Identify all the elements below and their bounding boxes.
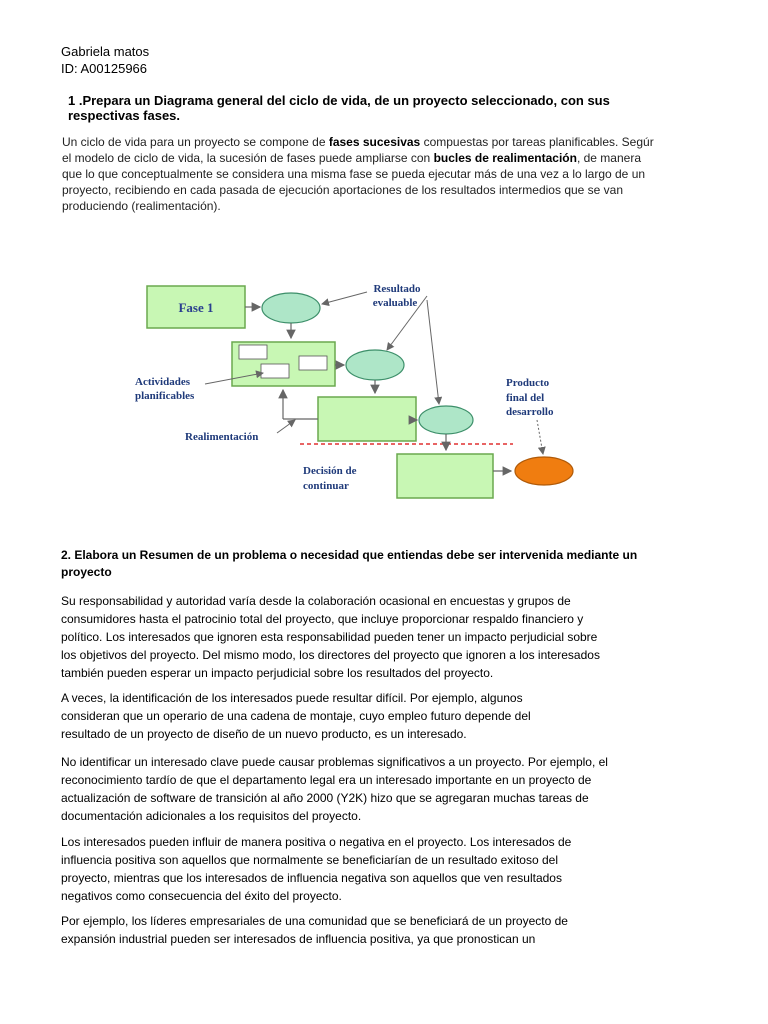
body-paragraph (61, 912, 701, 948)
decision-label: continuar (303, 480, 349, 492)
body-paragraph (61, 753, 701, 825)
decision-label: Decisión de (303, 465, 357, 477)
final-product-label: Producto (506, 377, 550, 389)
activities-label: planificables (135, 390, 195, 402)
section1-heading (68, 93, 688, 123)
intro-line (62, 134, 702, 150)
section2-heading-line: proyecto (61, 565, 112, 579)
intro-text: Un ciclo de vida para un proyecto se compone de (62, 135, 329, 149)
task-box (239, 345, 267, 359)
result-label: Resultado (373, 283, 421, 295)
intro-text: , de manera (576, 151, 641, 165)
paragraph-line: Los interesados pueden influir de manera positiva o negativa en el proyecto. Los interesados de (61, 835, 572, 849)
section2-heading (61, 547, 701, 581)
pointer-arrow (322, 292, 367, 304)
result-label: evaluable (372, 297, 418, 309)
phase3-box (318, 397, 416, 441)
body-paragraph (61, 592, 701, 682)
phase1-label: Fase 1 (178, 300, 214, 315)
result-ellipse (346, 350, 404, 380)
paragraph-line: Su responsabilidad y autoridad varía desde la colaboración ocasional en encuestas y grupos de (61, 594, 571, 608)
task-box (299, 356, 327, 370)
result-ellipse (419, 406, 473, 434)
section1-heading-line: respectivas fases. (68, 108, 181, 123)
final-product-label: desarrollo (506, 406, 554, 418)
paragraph-line: también pueden esperar un impacto perjudicial sobre los resultados del proyecto. (61, 666, 494, 680)
intro-text: compuestas por tareas planificables. Segúr (420, 135, 654, 149)
paragraph-line: consumidores hasta el patrocinio total del proyecto, que incluye proporcionar respaldo financiero y (61, 612, 584, 626)
student-id: ID: A00125966 (61, 61, 148, 76)
author-block (61, 43, 149, 77)
intro-line: que lo que conceptualmente se considera una misma fase se pueda ejecutar más de una vez a lo largo de un (62, 167, 646, 181)
body-paragraph (61, 689, 701, 743)
paragraph-line: los objetivos del proyecto. Del mismo modo, los directores del proyecto que ignoren a los interesados (61, 648, 600, 662)
paragraph-line: resultado de un proyecto de diseño de un nuevo producto, es un interesado. (61, 727, 467, 741)
final-product-ellipse (515, 457, 573, 485)
paragraph-line: político. Los interesados que ignoren esta responsabilidad pueden tener un impacto perjudicial sobre (61, 630, 598, 644)
body-paragraph (61, 833, 701, 905)
pointer-arrow (537, 420, 543, 454)
section1-heading-line: 1 .Prepara un Diagrama general del ciclo de vida, de un proyecto seleccionado, con sus (68, 93, 610, 108)
intro-line (62, 150, 702, 166)
paragraph-line: consideran que un operario de una cadena de montaje, cuyo empleo futuro depende del (61, 709, 531, 723)
paragraph-line: influencia positiva son aquellos que normalmente se beneficiarían de un resultado exitoso del (61, 853, 558, 867)
intro-bold-term: fases sucesivas (328, 135, 421, 149)
intro-text: el modelo de ciclo de vida, la sucesión de fases puede ampliarse con (62, 151, 434, 165)
feedback-label: Realimentación (185, 431, 259, 443)
lifecycle-diagram (125, 270, 595, 510)
task-box (261, 364, 289, 378)
intro-line: proyecto, recibiendo en cada pasada de ejecución aportaciones de los resultados intermedios que se van (62, 183, 624, 197)
paragraph-line: reconocimiento tardío de que el departamento legal era un interesado importante en un proyecto de (61, 773, 592, 787)
phase4-box (397, 454, 493, 498)
author-name: Gabriela matos (61, 44, 150, 59)
result-ellipse (262, 293, 320, 323)
paragraph-line: No identificar un interesado clave puede causar problemas significativos a un proyecto. Por ejemplo, el (61, 755, 608, 769)
paragraph-line: proyecto, mientras que los interesados de influencia negativa son aquellos que ven resultados (61, 871, 562, 885)
final-product-label: final del (506, 392, 545, 404)
section2-heading-line: 2. Elabora un Resumen de un problema o necesidad que entiendas debe ser intervenida mediante un (61, 548, 638, 562)
paragraph-line: negativos como consecuencia del éxito del proyecto. (61, 889, 342, 903)
paragraph-line: A veces, la identificación de los interesados puede resultar difícil. Por ejemplo, algunos (61, 691, 523, 705)
intro-bold-term: bucles de realimentación (433, 151, 577, 165)
pointer-arrow (427, 300, 439, 404)
paragraph-line: Por ejemplo, los líderes empresariales de una comunidad que se beneficiará de un proyecto de (61, 914, 568, 928)
lifecycle-intro-paragraph (62, 134, 702, 214)
pointer-arrow (277, 420, 295, 433)
paragraph-line: actualización de software de transición al año 2000 (Y2K) hizo que se agregaran muchas tareas de (61, 791, 589, 805)
intro-line: produciendo (realimentación). (62, 199, 221, 213)
paragraph-line: documentación adicionales a los requisitos del proyecto. (61, 809, 362, 823)
activities-label: Actividades (135, 376, 190, 388)
paragraph-line: expansión industrial pueden ser interesados de influencia positiva, ya que pronostican un (61, 932, 536, 946)
